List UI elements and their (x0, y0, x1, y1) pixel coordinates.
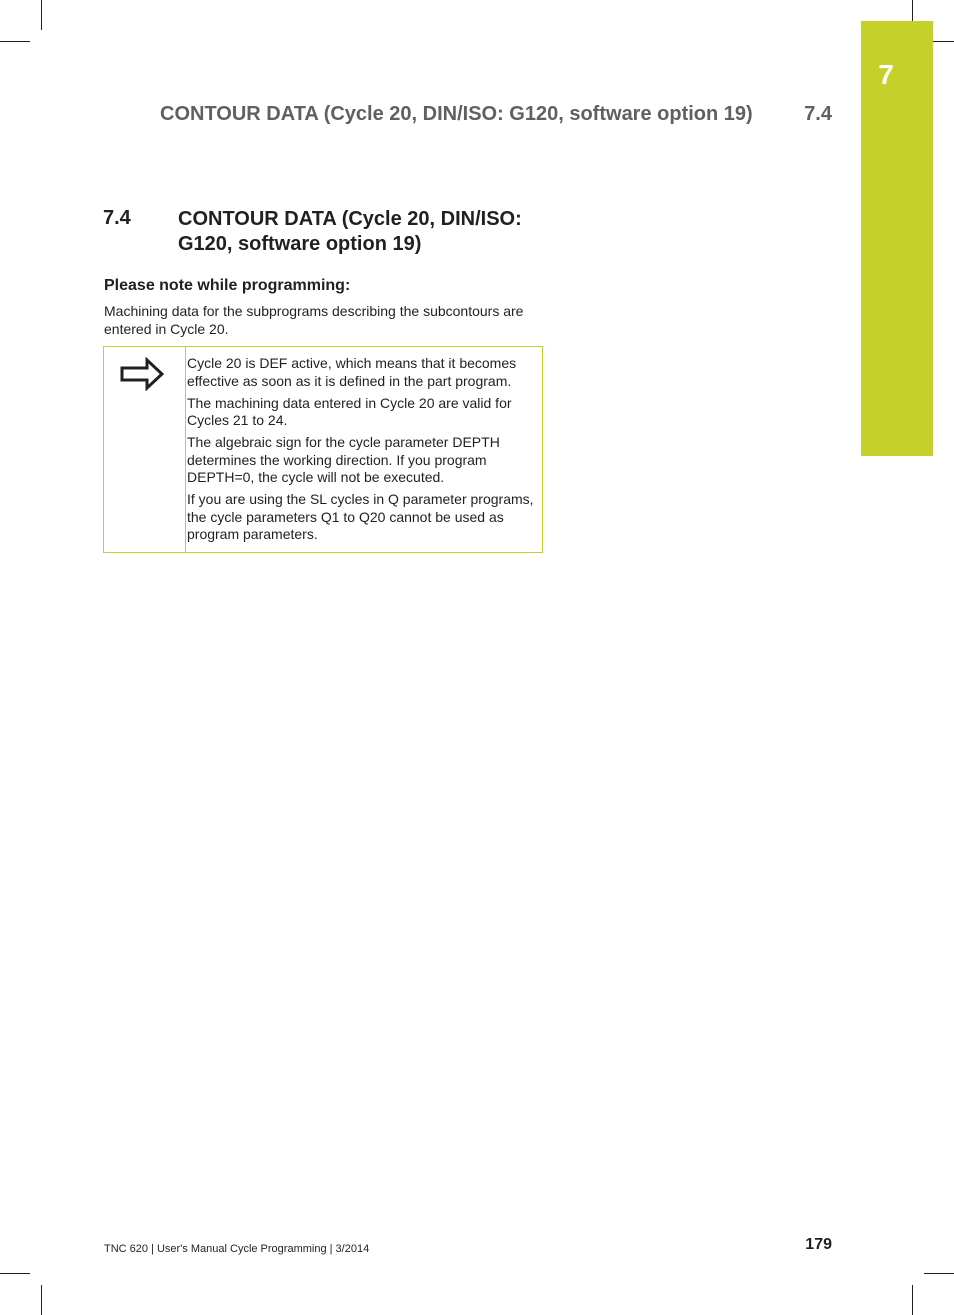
crop-mark (0, 41, 30, 42)
section-title (178, 207, 558, 257)
section-title-line: G120, software option 19) (178, 233, 422, 255)
running-header (160, 103, 832, 126)
chapter-number: 7 (878, 59, 894, 90)
crop-mark (41, 1285, 42, 1315)
crop-mark (912, 1285, 913, 1315)
running-header-section-number: 7.4 (804, 103, 832, 125)
note-divider (185, 347, 186, 552)
chapter-tab (861, 21, 933, 456)
footer-text: TNC 620 | User's Manual Cycle Programming | 3/2014 (104, 1243, 370, 1255)
note-box (103, 346, 543, 553)
subheading: Please note while programming: (104, 277, 351, 294)
crop-mark (41, 0, 42, 30)
note-paragraph: If you are using the SL cycles in Q parameter programs, the cycle parameters Q1 to Q20 cannot be used as program parameters. (187, 491, 534, 542)
crop-mark (924, 1273, 954, 1274)
intro-paragraph: Machining data for the subprograms describing the subcontours are entered in Cycle 20. (104, 303, 524, 337)
note-text (187, 355, 539, 548)
note-paragraph: Cycle 20 is DEF active, which means that it becomes effective as soon as it is defined in the part program. (187, 355, 517, 389)
note-paragraph: The machining data entered in Cycle 20 are valid for Cycles 21 to 24. (187, 394, 512, 428)
crop-mark (0, 1273, 30, 1274)
arrow-right-icon (120, 357, 164, 391)
page-number: 179 (805, 1236, 832, 1253)
running-header-title: CONTOUR DATA (Cycle 20, DIN/ISO: G120, software option 19) (160, 103, 753, 125)
section-number: 7.4 (103, 207, 131, 229)
note-paragraph: The algebraic sign for the cycle parameter DEPTH determines the working direction. If you program DEPTH=0, the cycle will not be executed. (187, 434, 500, 485)
section-title-line: CONTOUR DATA (Cycle 20, DIN/ISO: (178, 208, 522, 230)
